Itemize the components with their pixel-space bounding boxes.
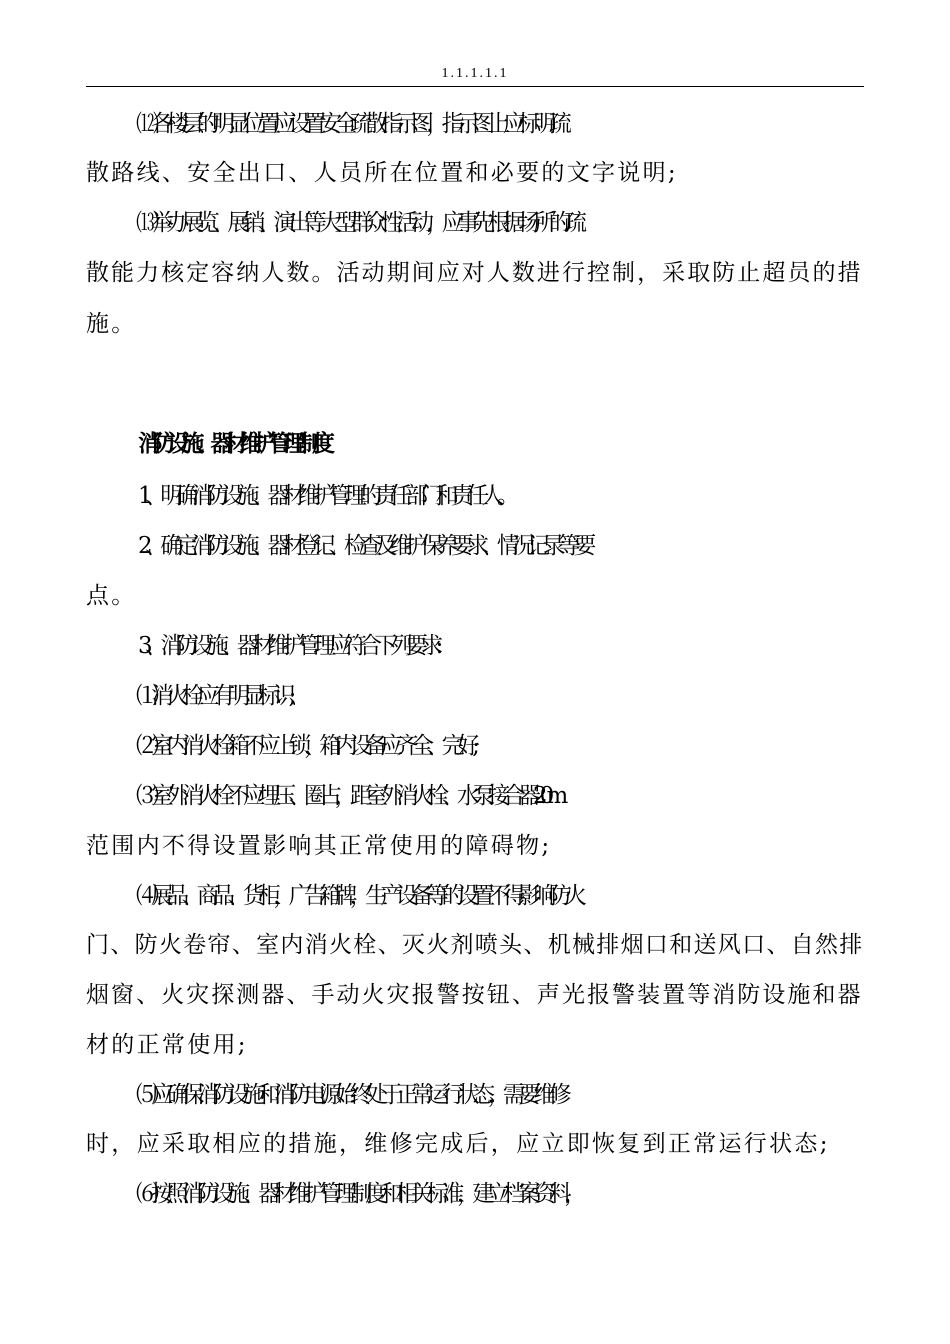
requirement-4-line-2: 门、防火卷帘、室内消火栓、灭火剂喷头、机械排烟口和送风口、自然排 <box>86 932 864 958</box>
item-2-line-1: 2、确定消防设施、器材登记、检查及维护保养要求、情况记录等要 <box>138 533 589 559</box>
item-3: 3、消防设施、器材维护管理应符合下列要求: <box>138 633 436 659</box>
requirement-3-line-2: 范围内不得设置影响其正常使用的障碍物; <box>86 833 552 859</box>
requirement-6-line-1: ⑹ 按照消防设施、器材维护管理制度和相关标准，建立档案资料， <box>136 1181 580 1207</box>
section-heading: 消防设施、器材维护管理制度 <box>138 430 327 457</box>
paragraph-12-line-2: 散路线、安全出口、人员所在位置和必要的文字说明; <box>86 160 678 186</box>
paragraph-13-line-2: 散能力核定容纳人数。活动期间应对人数进行控制，采取防止超员的措 <box>86 260 863 286</box>
requirement-4-line-4: 材的正常使用; <box>86 1032 248 1058</box>
paragraph-13-line-1: ⒀ 举办展览、展销、演出等大型群众性活动，应事先根据场所的疏 <box>136 210 580 236</box>
item-1: 1、明确消防设施、器材维护管理的责任部门和责任人。 <box>138 483 513 509</box>
requirement-1: ⑴ 消火栓应有明显标识; <box>136 683 289 709</box>
item-2-line-2: 点。 <box>86 583 137 609</box>
requirement-5-line-1: ⑸ 应确保消防设施和消防电源始终处于正常运行状态，需要维修 <box>136 1082 565 1108</box>
requirement-4-line-1: ⑷ 展品、商品、货柜，广告箱牌，生产设备等的设置不得影响防火 <box>136 883 580 909</box>
header-divider <box>86 86 864 87</box>
paragraph-12-line-1: ⑿ 各楼层的明显位置应设置安全疏散指示图，指示图上应标明疏 <box>136 111 565 137</box>
requirement-3-line-1: ⑶ 室外消火栓不应埋压、圈占，距室外消火栓、水泵接合器 2.0m <box>136 783 561 809</box>
requirement-5-line-2: 时，应采取相应的措施，维修完成后，应立即恢复到正常运行状态; <box>86 1131 830 1157</box>
paragraph-13-line-3: 施。 <box>86 311 137 337</box>
requirement-2: ⑵ 室内消火栓箱不应上锁，箱内设备应齐全、完好; <box>136 733 473 759</box>
page-header-section-number: 1.1.1.1.1 <box>441 66 509 81</box>
requirement-4-line-3: 烟窗、火灾探测器、手动火灾报警按钮、声光报警装置等消防设施和器 <box>86 982 863 1008</box>
